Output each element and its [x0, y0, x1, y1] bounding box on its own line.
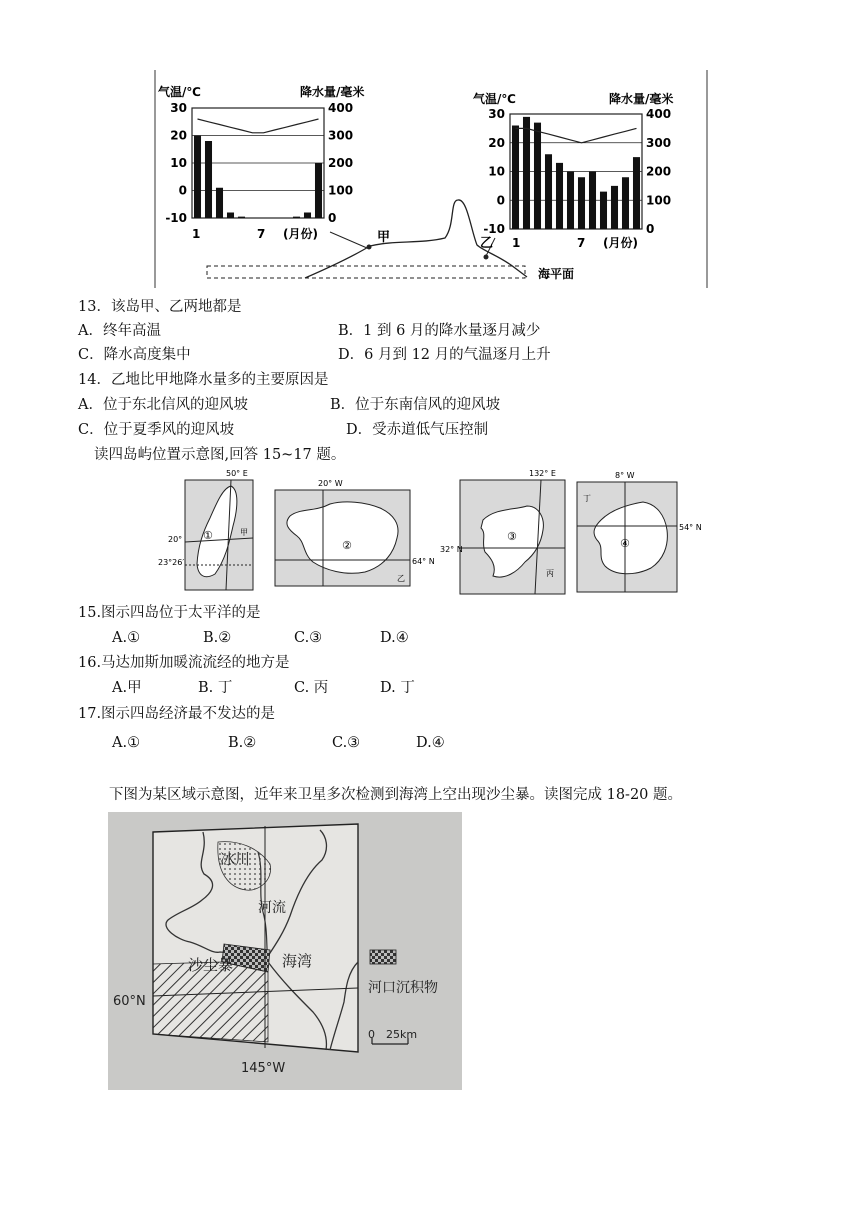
q15-stem: 15.图示四岛位于太平洋的是 — [78, 605, 261, 621]
right-precip-bar-5 — [556, 163, 563, 229]
left-precip-tick: 0 — [328, 211, 337, 225]
map1-point-jia: 甲 — [240, 528, 248, 537]
right-precip-tick: 100 — [646, 193, 672, 208]
left-temp-tick: 10 — [170, 156, 187, 170]
sandstorm-area — [153, 962, 268, 1042]
right-precip-tick: 300 — [646, 135, 672, 150]
left-temp-tick: 20 — [170, 128, 187, 143]
map2-point-yi: 乙 — [397, 574, 405, 583]
right-x-tick-1: 1 — [512, 236, 521, 250]
left-precip-tick: 200 — [328, 156, 354, 170]
right-precip-axis-label: 降水量/毫米 — [609, 92, 674, 106]
right-precip-bar-9 — [600, 192, 607, 229]
q17-option-c: C.③ — [332, 735, 361, 751]
climate-figure — [155, 70, 710, 290]
lat-60n-label: 60°N — [113, 994, 146, 1009]
river-label: 河流 — [258, 900, 286, 916]
q13-option-d: D．6 月到 12 月的气温逐月上升 — [338, 347, 551, 363]
map-madagascar — [158, 469, 253, 590]
map-ireland — [577, 471, 702, 592]
q14-option-d: D．受赤道低气压控制 — [346, 422, 489, 438]
q17-option-a: A.① — [112, 735, 141, 751]
right-temperature-line — [516, 128, 637, 142]
q16-option-b: B. 丁 — [198, 680, 233, 696]
map4-point-ding: 丁 — [583, 494, 591, 503]
q16-option-c: C. 丙 — [294, 680, 329, 696]
left-precip-bar-2 — [205, 141, 212, 218]
right-temp-tick: 20 — [488, 135, 505, 150]
q16-stem: 16.马达加斯加暖流流经的地方是 — [78, 655, 290, 671]
q15-option-d: D.④ — [380, 630, 409, 646]
right-precip-tick: 0 — [646, 222, 655, 236]
map2-lat-label: 64° N — [412, 557, 435, 566]
q15-option-b: B.② — [203, 630, 232, 646]
lon-145w-label: 145°W — [241, 1061, 286, 1076]
jia-label: 甲 — [377, 230, 391, 245]
q16-option-a: A.甲 — [112, 680, 142, 696]
scale-zero: 0 — [368, 1028, 375, 1041]
sandstorm-label: 沙尘暴 — [188, 956, 234, 974]
right-precip-bar-2 — [523, 117, 530, 229]
left-temperature-line — [198, 119, 319, 133]
map3-lat-label: 32° N — [440, 545, 463, 554]
q13-option-a: A．终年高温 — [78, 323, 161, 339]
left-precip-bar-11 — [304, 213, 311, 219]
sea-level-box — [207, 266, 525, 278]
right-precip-tick: 200 — [646, 164, 672, 179]
yi-point — [484, 255, 489, 260]
bay-label: 海湾 — [282, 952, 313, 970]
q14-option-c: C．位于夏季风的迎风坡 — [78, 422, 235, 438]
right-precip-bar-10 — [611, 186, 618, 229]
map3-number: ③ — [507, 530, 517, 543]
scale-length: 25km — [386, 1028, 418, 1041]
intro-islands: 读四岛屿位置示意图,回答 15~17 题。 — [94, 447, 346, 463]
legend-sediment-swatch — [370, 950, 396, 964]
right-precip-bar-6 — [567, 172, 574, 230]
q14-stem: 14．乙地比甲地降水量多的主要原因是 — [78, 372, 329, 388]
right-precip-bar-4 — [545, 154, 552, 229]
left-precip-bar-5 — [238, 217, 245, 218]
right-precip-bar-3 — [534, 123, 541, 229]
map-iceland — [275, 479, 435, 586]
intro-region: 下图为某区域示意图，近年来卫星多次检测到海湾上空出现沙尘暴。读图完成 18-20 题。 — [109, 787, 683, 803]
glacier-label: 冰川 — [220, 850, 251, 868]
right-precip-tick: 400 — [646, 107, 672, 121]
left-temp-axis-label: 气温/℃ — [158, 85, 201, 99]
q14-option-b: B．位于东南信风的迎风坡 — [330, 397, 501, 413]
left-precip-bar-1 — [194, 136, 201, 219]
right-precip-bar-12 — [633, 157, 640, 229]
map4-number: ④ — [620, 537, 630, 550]
left-precip-bar-3 — [216, 188, 223, 218]
left-temp-tick: 0 — [178, 183, 187, 198]
map4-lat-label: 54° N — [679, 523, 702, 532]
left-precip-bar-4 — [227, 213, 234, 219]
q17-option-b: B.② — [228, 735, 257, 751]
yi-label: 乙 — [480, 236, 494, 251]
map3-lon-label: 132° E — [529, 469, 556, 478]
left-precip-tick: 400 — [328, 101, 354, 115]
left-x-tick-1: 1 — [192, 227, 201, 241]
map1-lat-tropic: 23°26′ — [158, 558, 185, 567]
left-temp-tick: -10 — [165, 211, 187, 225]
climate-figure-svg — [155, 70, 710, 290]
map1-lon-label: 50° E — [226, 469, 248, 478]
right-precip-bar-7 — [578, 177, 585, 229]
map-kyushu — [440, 469, 565, 594]
q13-option-c: C．降水高度集中 — [78, 347, 191, 363]
right-temp-tick: 10 — [488, 164, 505, 179]
left-x-tick-month: (月份) — [283, 227, 318, 241]
map2-lon-label: 20° W — [318, 479, 343, 488]
map4-lon-label: 8° W — [615, 471, 635, 480]
q13-stem: 13．该岛甲、乙两地都是 — [78, 299, 242, 315]
left-precip-axis-label: 降水量/毫米 — [300, 85, 365, 99]
right-precip-bar-1 — [512, 126, 519, 230]
left-precip-tick: 300 — [328, 128, 354, 143]
islands-figure — [158, 468, 705, 598]
bay-region-figure — [108, 812, 462, 1090]
terrain-profile-line — [305, 200, 527, 278]
left-x-tick-7: 7 — [257, 227, 266, 241]
left-precip-tick: 100 — [328, 183, 354, 198]
left-temp-tick: 30 — [170, 101, 187, 115]
q13-option-b: B．1 到 6 月的降水量逐月减少 — [338, 323, 541, 339]
right-precip-bar-8 — [589, 172, 596, 230]
q17-option-d: D.④ — [416, 735, 445, 751]
q15-option-c: C.③ — [294, 630, 323, 646]
right-x-tick-month: (月份) — [603, 236, 638, 250]
left-precip-bar-12 — [315, 163, 322, 218]
q14-option-a: A．位于东北信风的迎风坡 — [78, 397, 248, 413]
map2-number: ② — [342, 539, 352, 552]
right-temp-axis-label: 气温/℃ — [473, 92, 516, 106]
map1-number: ① — [203, 529, 213, 542]
right-temp-tick: 30 — [488, 107, 505, 121]
right-temp-tick: 0 — [496, 193, 505, 208]
right-x-tick-7: 7 — [577, 236, 586, 250]
map1-lat-20: 20° — [168, 535, 183, 544]
q16-option-d: D. 丁 — [380, 680, 415, 696]
map3-point-bing: 丙 — [546, 569, 554, 578]
q17-stem: 17.图示四岛经济最不发达的是 — [78, 706, 276, 722]
legend-sediment-label: 河口沉积物 — [368, 980, 438, 996]
right-temp-tick: -10 — [483, 222, 505, 236]
sea-level-label: 海平面 — [538, 267, 575, 281]
islands-figure-svg — [158, 468, 705, 598]
right-precip-bar-11 — [622, 177, 629, 229]
jia-pointer — [330, 232, 367, 248]
jia-point — [367, 245, 372, 250]
left-precip-bar-10 — [293, 217, 300, 218]
q15-option-a: A.① — [112, 630, 141, 646]
bay-region-svg — [108, 812, 462, 1090]
